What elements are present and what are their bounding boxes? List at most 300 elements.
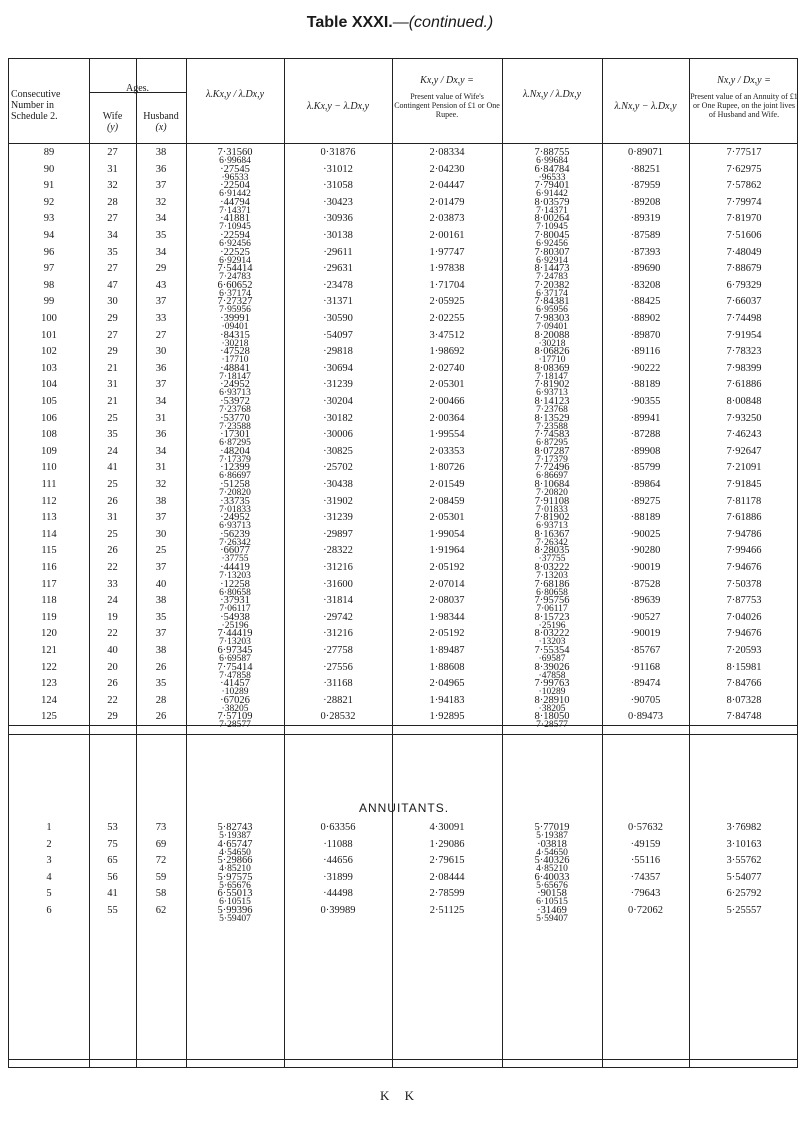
header-annuity-desc: Present value of an Annuity of £1 or One Rupee, on the joint lives of Husband and Wife. — [690, 92, 798, 119]
cell-husband-age-value: 31 — [155, 412, 167, 424]
cell-annuity-value-value: 7·84766 — [726, 678, 762, 690]
cell-wife-age-value: 55 — [107, 905, 118, 916]
cell-pension-value-value: 1·80726 — [429, 462, 465, 474]
cell-log-n-minus-d-value: ·85767 — [630, 645, 661, 656]
cell-log-k-over-d-value: ·44794 — [220, 196, 250, 208]
cell-annuity-value-value: 7·61886 — [726, 379, 762, 391]
cell-annuity-value-value: 7·61886 — [726, 512, 762, 524]
cell-log-n-over-d-subvalue: 6·91442 — [536, 189, 568, 200]
cell-pension-value-value: 1·91964 — [429, 545, 465, 557]
cell-log-n-over-d-subvalue: 6·10515 — [536, 897, 568, 908]
cell-log-k-over-d — [186, 905, 284, 937]
cell-wife-age-value: 53 — [107, 822, 118, 833]
cell-number-value: 89 — [43, 147, 55, 158]
cell-log-n-minus-d-value: ·87288 — [630, 429, 661, 441]
cell-number-value: 99 — [43, 296, 55, 308]
cell-log-n-over-d-subvalue: 6·87295 — [536, 438, 568, 449]
cell-wife-age-value: 56 — [107, 871, 118, 883]
cell-log-n-over-d-value: 8·00264 — [534, 213, 570, 225]
cell-pension-value-value: 2·05301 — [429, 512, 465, 524]
table-row — [9, 694, 799, 714]
cell-pension-value-value: 4·30091 — [429, 822, 465, 833]
cell-log-k-minus-d-value: ·30138 — [323, 230, 353, 241]
cell-log-k-over-d-value: ·39991 — [220, 313, 250, 324]
header-wife — [89, 111, 136, 133]
cell-pension-value-value: 1·98692 — [429, 346, 465, 358]
cell-log-k-over-d-value: 7·54414 — [217, 263, 253, 275]
cell-log-n-minus-d-value: ·88189 — [630, 379, 661, 391]
cell-husband-age-value: 37 — [155, 628, 167, 640]
cell-wife-age-value: 22 — [107, 562, 118, 573]
table-row — [9, 180, 799, 200]
cell-log-n-minus-d-value: ·55116 — [630, 855, 661, 867]
cell-pension-value-value: 2·04965 — [429, 678, 465, 690]
cell-log-k-minus-d-value: ·30182 — [323, 412, 353, 424]
cell-log-n-minus-d-value: ·79643 — [630, 888, 661, 900]
cell-pension-value-value: 1·29086 — [429, 838, 465, 850]
header-wife-label: Wife — [102, 111, 123, 122]
cell-log-n-over-d-subvalue: 4·85210 — [536, 864, 568, 875]
cell-log-k-over-d-subvalue: 5·19387 — [219, 831, 251, 841]
cell-annuity-value — [689, 711, 799, 743]
cell-log-n-minus-d-value: ·88189 — [630, 512, 661, 524]
cell-wife-age-value: 22 — [107, 628, 118, 640]
cell-wife-age-value: 27 — [107, 329, 118, 341]
cell-log-n-minus-d-value: ·89275 — [630, 495, 661, 507]
cell-log-n-over-d-subvalue: 6·80658 — [536, 587, 568, 598]
cell-annuity-value-value: 7·21091 — [726, 462, 762, 474]
cell-log-k-over-d-value: ·33735 — [220, 495, 250, 507]
cell-annuity-value-value: 7·91954 — [726, 329, 762, 341]
cell-wife-age-value: 24 — [107, 445, 118, 457]
cell-number-value: 1 — [46, 822, 52, 833]
cell-log-k-over-d-value: ·22504 — [220, 180, 250, 192]
cell-pension-value-value: 1·71704 — [429, 279, 465, 291]
cell-log-k-over-d-subvalue: 6·37174 — [219, 288, 251, 299]
cell-log-k-minus-d-value: ·31012 — [323, 163, 353, 175]
cell-log-k-over-d-value: ·54938 — [220, 611, 250, 623]
cell-log-k-over-d-subvalue: 7·06117 — [219, 604, 251, 615]
page-signature: K K — [379, 1088, 421, 1103]
cell-number-value: 119 — [41, 611, 57, 623]
cell-pension-value-value: 2·08444 — [429, 871, 465, 883]
cell-log-n-over-d-subvalue: 7·23768 — [536, 405, 568, 415]
cell-annuity-value-value: 7·94676 — [726, 628, 762, 640]
cell-log-k-over-d-subvalue: 7·47858 — [219, 670, 251, 681]
cell-log-n-over-d-subvalue: ·69587 — [538, 654, 566, 664]
cell-log-k-over-d-subvalue: 7·13203 — [219, 637, 251, 648]
cell-log-n-over-d-subvalue: 6·93713 — [536, 388, 568, 399]
cell-log-k-minus-d-value: ·31216 — [323, 628, 353, 640]
cell-log-n-over-d-subvalue: 6·92914 — [536, 255, 568, 266]
cell-log-k-over-d-value: ·44419 — [220, 562, 250, 573]
cell-husband-age-value: 34 — [155, 213, 167, 225]
cell-log-k-over-d-subvalue: ·09401 — [221, 322, 249, 332]
cell-wife-age-value: 31 — [107, 379, 118, 391]
cell-log-n-minus-d-value: ·89941 — [630, 412, 661, 424]
cell-log-k-over-d-subvalue: 6·87295 — [219, 438, 251, 449]
cell-pension-value-value: 1·92895 — [429, 711, 465, 723]
cell-log-k-over-d-value: ·41457 — [220, 678, 250, 690]
cell-annuity-value-value: 8·00848 — [726, 396, 762, 407]
cell-husband-age-value: 27 — [155, 329, 167, 341]
cell-log-n-over-d-subvalue: 6·37174 — [536, 288, 568, 299]
table-row — [9, 645, 799, 664]
cell-log-n-minus-d-value: ·85799 — [630, 462, 661, 474]
cell-number-value: 5 — [46, 888, 52, 900]
cell-log-k-over-d-value: ·22525 — [220, 246, 250, 258]
cell-number-value: 124 — [41, 694, 57, 706]
cell-log-n-over-d — [502, 905, 602, 937]
cell-husband-age-value: 32 — [155, 479, 167, 490]
cell-number-value: 4 — [46, 871, 52, 883]
table-row — [9, 346, 799, 366]
cell-wife-age-value: 31 — [107, 512, 118, 524]
cell-husband-age-value: 37 — [155, 296, 167, 308]
cell-annuity-value-value: 7·78323 — [726, 346, 762, 358]
cell-log-k-minus-d-value: ·29818 — [323, 346, 353, 358]
cell-log-k-over-d-value: 5·99396 — [217, 905, 253, 916]
cell-log-n-minus-d-value: ·87528 — [630, 578, 661, 590]
cell-log-n-over-d-value: 7·80045 — [534, 230, 570, 241]
cell-wife-age-value: 25 — [107, 528, 118, 540]
cell-log-k-minus-d-value: ·31216 — [323, 562, 353, 573]
cell-husband-age-value: 35 — [155, 678, 167, 690]
cell-wife-age-value: 65 — [107, 855, 118, 867]
cell-husband-age-value: 37 — [155, 379, 167, 391]
cell-log-k-over-d-subvalue: 6·93713 — [219, 521, 251, 532]
cell-annuity-value-value: 7·57862 — [726, 180, 762, 192]
table-row — [9, 412, 799, 432]
cell-log-n-over-d-value: 6·84784 — [534, 163, 570, 175]
cell-log-n-over-d-value: 8·28035 — [534, 545, 570, 557]
cell-annuity-value-value: 7·51606 — [726, 230, 762, 241]
cell-log-n-over-d-subvalue: ·30218 — [538, 338, 566, 349]
cell-husband-age-value: 31 — [155, 462, 167, 474]
cell-annuity-value-value: 7·81970 — [726, 213, 762, 225]
cell-husband-age-value: 38 — [155, 147, 167, 158]
cell-annuity-value-value: 7·79974 — [726, 196, 762, 208]
cell-log-k-over-d-subvalue: 7·28577 — [219, 720, 251, 731]
cell-number-value: 97 — [43, 263, 55, 275]
cell-log-k-over-d-subvalue: 7·23768 — [219, 405, 251, 415]
cell-log-k-minus-d-value: ·31239 — [323, 379, 353, 391]
cell-log-n-over-d-subvalue: 7·14371 — [536, 205, 568, 216]
cell-log-k-minus-d-value: ·31600 — [323, 578, 353, 590]
cell-log-n-over-d-value: 8·07287 — [534, 445, 570, 457]
header-wife-symbol: (y) — [106, 122, 119, 133]
cell-log-n-over-d-subvalue: 6·86697 — [536, 471, 568, 482]
cell-pension-value-value: 1·97747 — [429, 246, 465, 258]
header-husband — [136, 111, 186, 133]
cell-number-value: 94 — [43, 230, 55, 241]
cell-log-n-over-d-value: 7·99763 — [534, 678, 570, 690]
cell-annuity-value-value: 7·74498 — [726, 313, 762, 324]
cell-log-n-over-d-subvalue: 7·01833 — [536, 504, 568, 515]
cell-log-n-over-d-value: 8·39026 — [534, 661, 570, 673]
cell-wife-age-value: 21 — [107, 396, 118, 407]
cell-log-n-over-d-subvalue: 4·54650 — [536, 847, 568, 858]
cell-log-k-minus-d-value: ·31902 — [323, 495, 353, 507]
cell-log-n-over-d-subvalue: 7·24783 — [536, 272, 568, 283]
cell-log-k-minus-d-value: ·27556 — [323, 661, 353, 673]
cell-log-k-over-d-subvalue: 4·54650 — [219, 847, 251, 858]
cell-pension-value-value: 2·78599 — [429, 888, 465, 900]
cell-wife-age-value: 29 — [107, 313, 118, 324]
cell-log-k-over-d-value: 6·60652 — [217, 279, 253, 291]
cell-log-k-over-d-subvalue: ·37755 — [221, 554, 249, 565]
table-row — [9, 445, 799, 465]
header-col-log-k-over-d: λ.Kx,y / λ.Dx,y — [205, 89, 265, 100]
cell-wife-age-value: 26 — [107, 545, 118, 557]
cell-wife-age-value: 29 — [107, 711, 118, 723]
cell-pension-value-value: 1·99054 — [429, 528, 465, 540]
cell-log-n-over-d-value: 7·95756 — [534, 595, 570, 607]
cell-number-value: 98 — [43, 279, 55, 291]
cell-annuity-value-value: 5·54077 — [726, 871, 762, 883]
cell-log-k-over-d-subvalue: 6·92914 — [219, 255, 251, 266]
table-row — [9, 838, 799, 858]
cell-husband-age-value: 58 — [155, 888, 167, 900]
cell-log-n-minus-d-value: ·89116 — [630, 346, 661, 358]
cell-log-k-over-d-subvalue: 5·65676 — [219, 880, 251, 891]
cell-number-value: 2 — [46, 838, 52, 850]
cell-wife-age-value: 26 — [107, 678, 118, 690]
cell-log-n-minus-d-value: ·89319 — [630, 213, 661, 225]
cell-number-value: 103 — [41, 362, 57, 374]
table-row — [9, 855, 799, 875]
cell-annuity-value-value: 7·98399 — [726, 362, 762, 374]
cell-log-n-over-d-value: 8·15723 — [534, 611, 570, 623]
cell-log-n-over-d-value: 8·16367 — [534, 528, 570, 540]
cell-log-k-minus-d-value: ·11088 — [323, 838, 353, 850]
cell-log-n-minus-d-value: ·74357 — [630, 871, 661, 883]
cell-log-k-over-d-value: ·12258 — [220, 578, 250, 590]
table-row — [9, 595, 799, 615]
cell-log-n-over-d-subvalue: 7·18147 — [536, 371, 568, 382]
cell-pension-value-value: 2·03353 — [429, 445, 465, 457]
cell-log-k-over-d-subvalue: 7·95956 — [219, 305, 251, 316]
cell-husband-age-value: 36 — [155, 163, 167, 175]
cell-husband-age-value: 37 — [155, 562, 167, 573]
cell-log-n-over-d-subvalue: 5·65676 — [536, 880, 568, 891]
cell-log-n-minus-d-value: ·89639 — [630, 595, 661, 607]
cell-husband-age-value: 30 — [155, 528, 167, 540]
cell-log-k-minus-d-value: 0·28532 — [320, 711, 356, 723]
cell-log-k-minus-d-value: ·54097 — [323, 329, 353, 341]
cell-wife-age-value: 27 — [107, 147, 118, 158]
cell-log-k-over-d-value: ·12399 — [220, 462, 250, 474]
cell-annuity-value-value: 6·79329 — [726, 279, 762, 291]
cell-log-n-minus-d-value: ·90019 — [630, 562, 661, 573]
cell-log-n-over-d-subvalue: 7·10945 — [536, 222, 568, 233]
cell-wife-age-value: 19 — [107, 611, 118, 623]
page-title — [0, 14, 800, 32]
cell-log-n-over-d-value: 7·79401 — [534, 180, 570, 192]
cell-wife-age — [89, 905, 136, 937]
cell-wife-age-value: 27 — [107, 263, 118, 275]
cell-pension-value-value: 1·99554 — [429, 429, 465, 441]
cell-pension-value-value: 2·01479 — [429, 196, 465, 208]
cell-pension-value-value: 2·04230 — [429, 163, 465, 175]
cell-number-value: 109 — [41, 445, 57, 457]
cell-pension-value-value: 1·94183 — [429, 694, 465, 706]
cell-number-value: 91 — [43, 180, 55, 192]
cell-husband-age-value: 32 — [155, 196, 167, 208]
header-col-log-n-minus-d: λ.Nx,y − λ.Dx,y — [614, 101, 677, 112]
cell-log-k-over-d-value: ·41881 — [220, 213, 250, 225]
cell-log-k-over-d-subvalue: 6·86697 — [219, 471, 251, 482]
cell-log-n-over-d-subvalue: ·17710 — [538, 355, 566, 366]
cell-number-value: 101 — [41, 329, 57, 341]
cell-husband-age-value: 73 — [155, 822, 167, 833]
cell-annuity-value-value: 7·66037 — [726, 296, 762, 308]
cell-log-k-over-d-value: 7·27327 — [217, 296, 253, 308]
header-col-pension — [392, 75, 502, 119]
cell-wife-age-value: 21 — [107, 362, 118, 374]
cell-log-n-over-d-value: 8·03222 — [534, 562, 570, 573]
cell-wife-age-value: 33 — [107, 578, 118, 590]
header-husband-label: Husband — [143, 111, 179, 122]
cell-log-n-over-d-subvalue: 7·28577 — [536, 720, 568, 731]
cell-pension-value-value: 2·05301 — [429, 379, 465, 391]
cell-pension-value-value: 1·98344 — [429, 611, 465, 623]
cell-wife-age-value: 25 — [107, 479, 118, 490]
cell-log-k-over-d-value: ·37931 — [220, 595, 250, 607]
cell-log-n-minus-d-value: ·90705 — [630, 694, 661, 706]
cell-number-value: 125 — [41, 711, 57, 723]
cell-log-n-over-d-subvalue: 7·13203 — [536, 571, 568, 581]
cell-log-n-over-d-subvalue: ·47858 — [538, 670, 566, 681]
cell-number-value: 100 — [41, 313, 57, 324]
cell-log-k-minus-d — [284, 711, 392, 743]
cell-husband-age-value: 38 — [155, 595, 167, 607]
cell-husband-age-value: 38 — [155, 495, 167, 507]
cell-wife-age-value: 35 — [107, 429, 118, 441]
cell-log-n-over-d-value: 8·18050 — [534, 711, 570, 723]
cell-log-n-over-d-subvalue: ·38205 — [538, 703, 566, 714]
cell-log-k-over-d-subvalue: ·10289 — [221, 687, 249, 698]
cell-annuity-value-value: 7·50378 — [726, 578, 762, 590]
cell-log-k-minus-d-value: ·27758 — [323, 645, 353, 656]
table-row — [9, 279, 799, 299]
table-row — [9, 495, 799, 515]
table-row — [9, 545, 799, 565]
cell-log-n-minus-d-value: ·89870 — [630, 329, 661, 341]
cell-log-n-over-d-value: 8·13529 — [534, 412, 570, 424]
cell-number-value: 123 — [41, 678, 57, 690]
cell-annuity-value-value: 7·92647 — [726, 445, 762, 457]
cell-log-n-minus-d-value: ·89864 — [630, 479, 661, 490]
cell-wife-age-value: 30 — [107, 296, 118, 308]
cell-wife-age-value: 75 — [107, 838, 118, 850]
cell-log-n-minus-d — [602, 905, 689, 937]
cell-wife-age-value: 41 — [107, 888, 118, 900]
cell-pension-value — [392, 905, 502, 937]
cell-log-k-minus-d-value: ·30006 — [323, 429, 353, 441]
cell-log-k-over-d-value: ·56239 — [220, 528, 250, 540]
cell-annuity-value-value: 3·10163 — [726, 838, 762, 850]
table-row — [9, 362, 799, 382]
cell-wife-age-value: 20 — [107, 661, 118, 673]
cell-log-n-minus-d-value: ·90222 — [630, 362, 661, 374]
cell-pension-value-value: 2·05925 — [429, 296, 465, 308]
cell-log-k-over-d-subvalue: 7·20820 — [219, 488, 251, 498]
cell-log-k-over-d-value: ·17301 — [220, 429, 250, 441]
cell-pension-value-value: 2·08459 — [429, 495, 465, 507]
table-row — [9, 528, 799, 548]
annuitants-title: ANNUITANTS. — [358, 801, 450, 815]
cell-pension-value-value: 2·04447 — [429, 180, 465, 192]
cell-log-n-over-d-subvalue: 5·59407 — [536, 914, 568, 924]
cell-log-n-over-d-value: 7·84381 — [534, 296, 570, 308]
cell-pension-value-value: 2·08334 — [429, 147, 465, 158]
cell-annuity-value-value: 7·99466 — [726, 545, 762, 557]
cell-number-value: 122 — [41, 661, 57, 673]
cell-log-n-over-d-value: ·03818 — [537, 838, 567, 850]
cell-log-n-over-d-subvalue: 7·20820 — [536, 488, 568, 498]
cell-annuity-value-value: 3·76982 — [726, 822, 762, 833]
cell-husband-age-value: 25 — [155, 545, 167, 557]
table-row — [9, 379, 799, 399]
cell-annuity-value-value: 8·15981 — [726, 661, 762, 673]
cell-log-n-over-d-value: 5·40326 — [534, 855, 570, 867]
cell-annuity-value-value: 7·94676 — [726, 562, 762, 573]
cell-wife-age-value: 27 — [107, 213, 118, 225]
cell-log-n-over-d-value: ·31469 — [537, 905, 567, 916]
table-row — [9, 429, 799, 449]
cell-wife-age-value: 47 — [107, 279, 118, 291]
cell-log-n-minus-d-value: ·87393 — [630, 246, 661, 258]
cell-number-value: 117 — [41, 578, 57, 590]
cell-number-value: 118 — [41, 595, 57, 607]
table-row — [9, 905, 799, 924]
cell-log-n-over-d-subvalue: ·10289 — [538, 687, 566, 698]
cell-log-n-minus-d-value: ·88251 — [630, 163, 661, 175]
title-main: Table XXXI. — [306, 14, 393, 31]
cell-log-k-over-d-subvalue: 6·91442 — [219, 189, 251, 200]
cell-wife-age-value: 40 — [107, 645, 118, 656]
cell-log-n-over-d-subvalue: ·13203 — [538, 637, 566, 648]
cell-pension-value-value: 2·00161 — [429, 230, 465, 241]
cell-husband-age-value: 28 — [155, 694, 167, 706]
cell-annuity-value-value: 5·25557 — [726, 905, 762, 916]
cell-log-n-over-d-subvalue: ·37755 — [538, 554, 566, 565]
cell-log-k-over-d-value: ·48841 — [220, 362, 250, 374]
cell-log-n-over-d-value: 8·20088 — [534, 329, 570, 341]
cell-annuity-value-value: 7·87753 — [726, 595, 762, 607]
cell-log-n-minus-d-value: ·88902 — [630, 313, 661, 324]
cell-log-k-minus-d-value: ·31371 — [323, 296, 353, 308]
table-row — [9, 628, 799, 648]
cell-log-n-over-d-value: 7·72496 — [534, 462, 570, 474]
cell-log-k-over-d-subvalue: 7·10945 — [219, 222, 251, 233]
cell-log-k-minus-d-value: ·30423 — [323, 196, 353, 208]
cell-log-n-over-d-value: 8·03579 — [534, 196, 570, 208]
cell-log-n-minus-d-value: 0·89071 — [628, 147, 663, 158]
cell-log-k-minus-d-value: ·30204 — [323, 396, 353, 407]
table-row — [9, 230, 799, 249]
table-row — [9, 196, 799, 216]
cell-annuity-value-value: 7·84748 — [726, 711, 762, 723]
cell-annuity-value-value: 7·20593 — [726, 645, 762, 656]
table-row — [9, 611, 799, 631]
cell-log-k-over-d-value: ·22594 — [220, 230, 250, 241]
cell-pension-value-value: 2·08037 — [429, 595, 465, 607]
cell-number-value: 120 — [41, 628, 57, 640]
cell-number-value: 90 — [43, 163, 55, 175]
cell-log-n-over-d-subvalue: 6·92456 — [536, 239, 568, 249]
